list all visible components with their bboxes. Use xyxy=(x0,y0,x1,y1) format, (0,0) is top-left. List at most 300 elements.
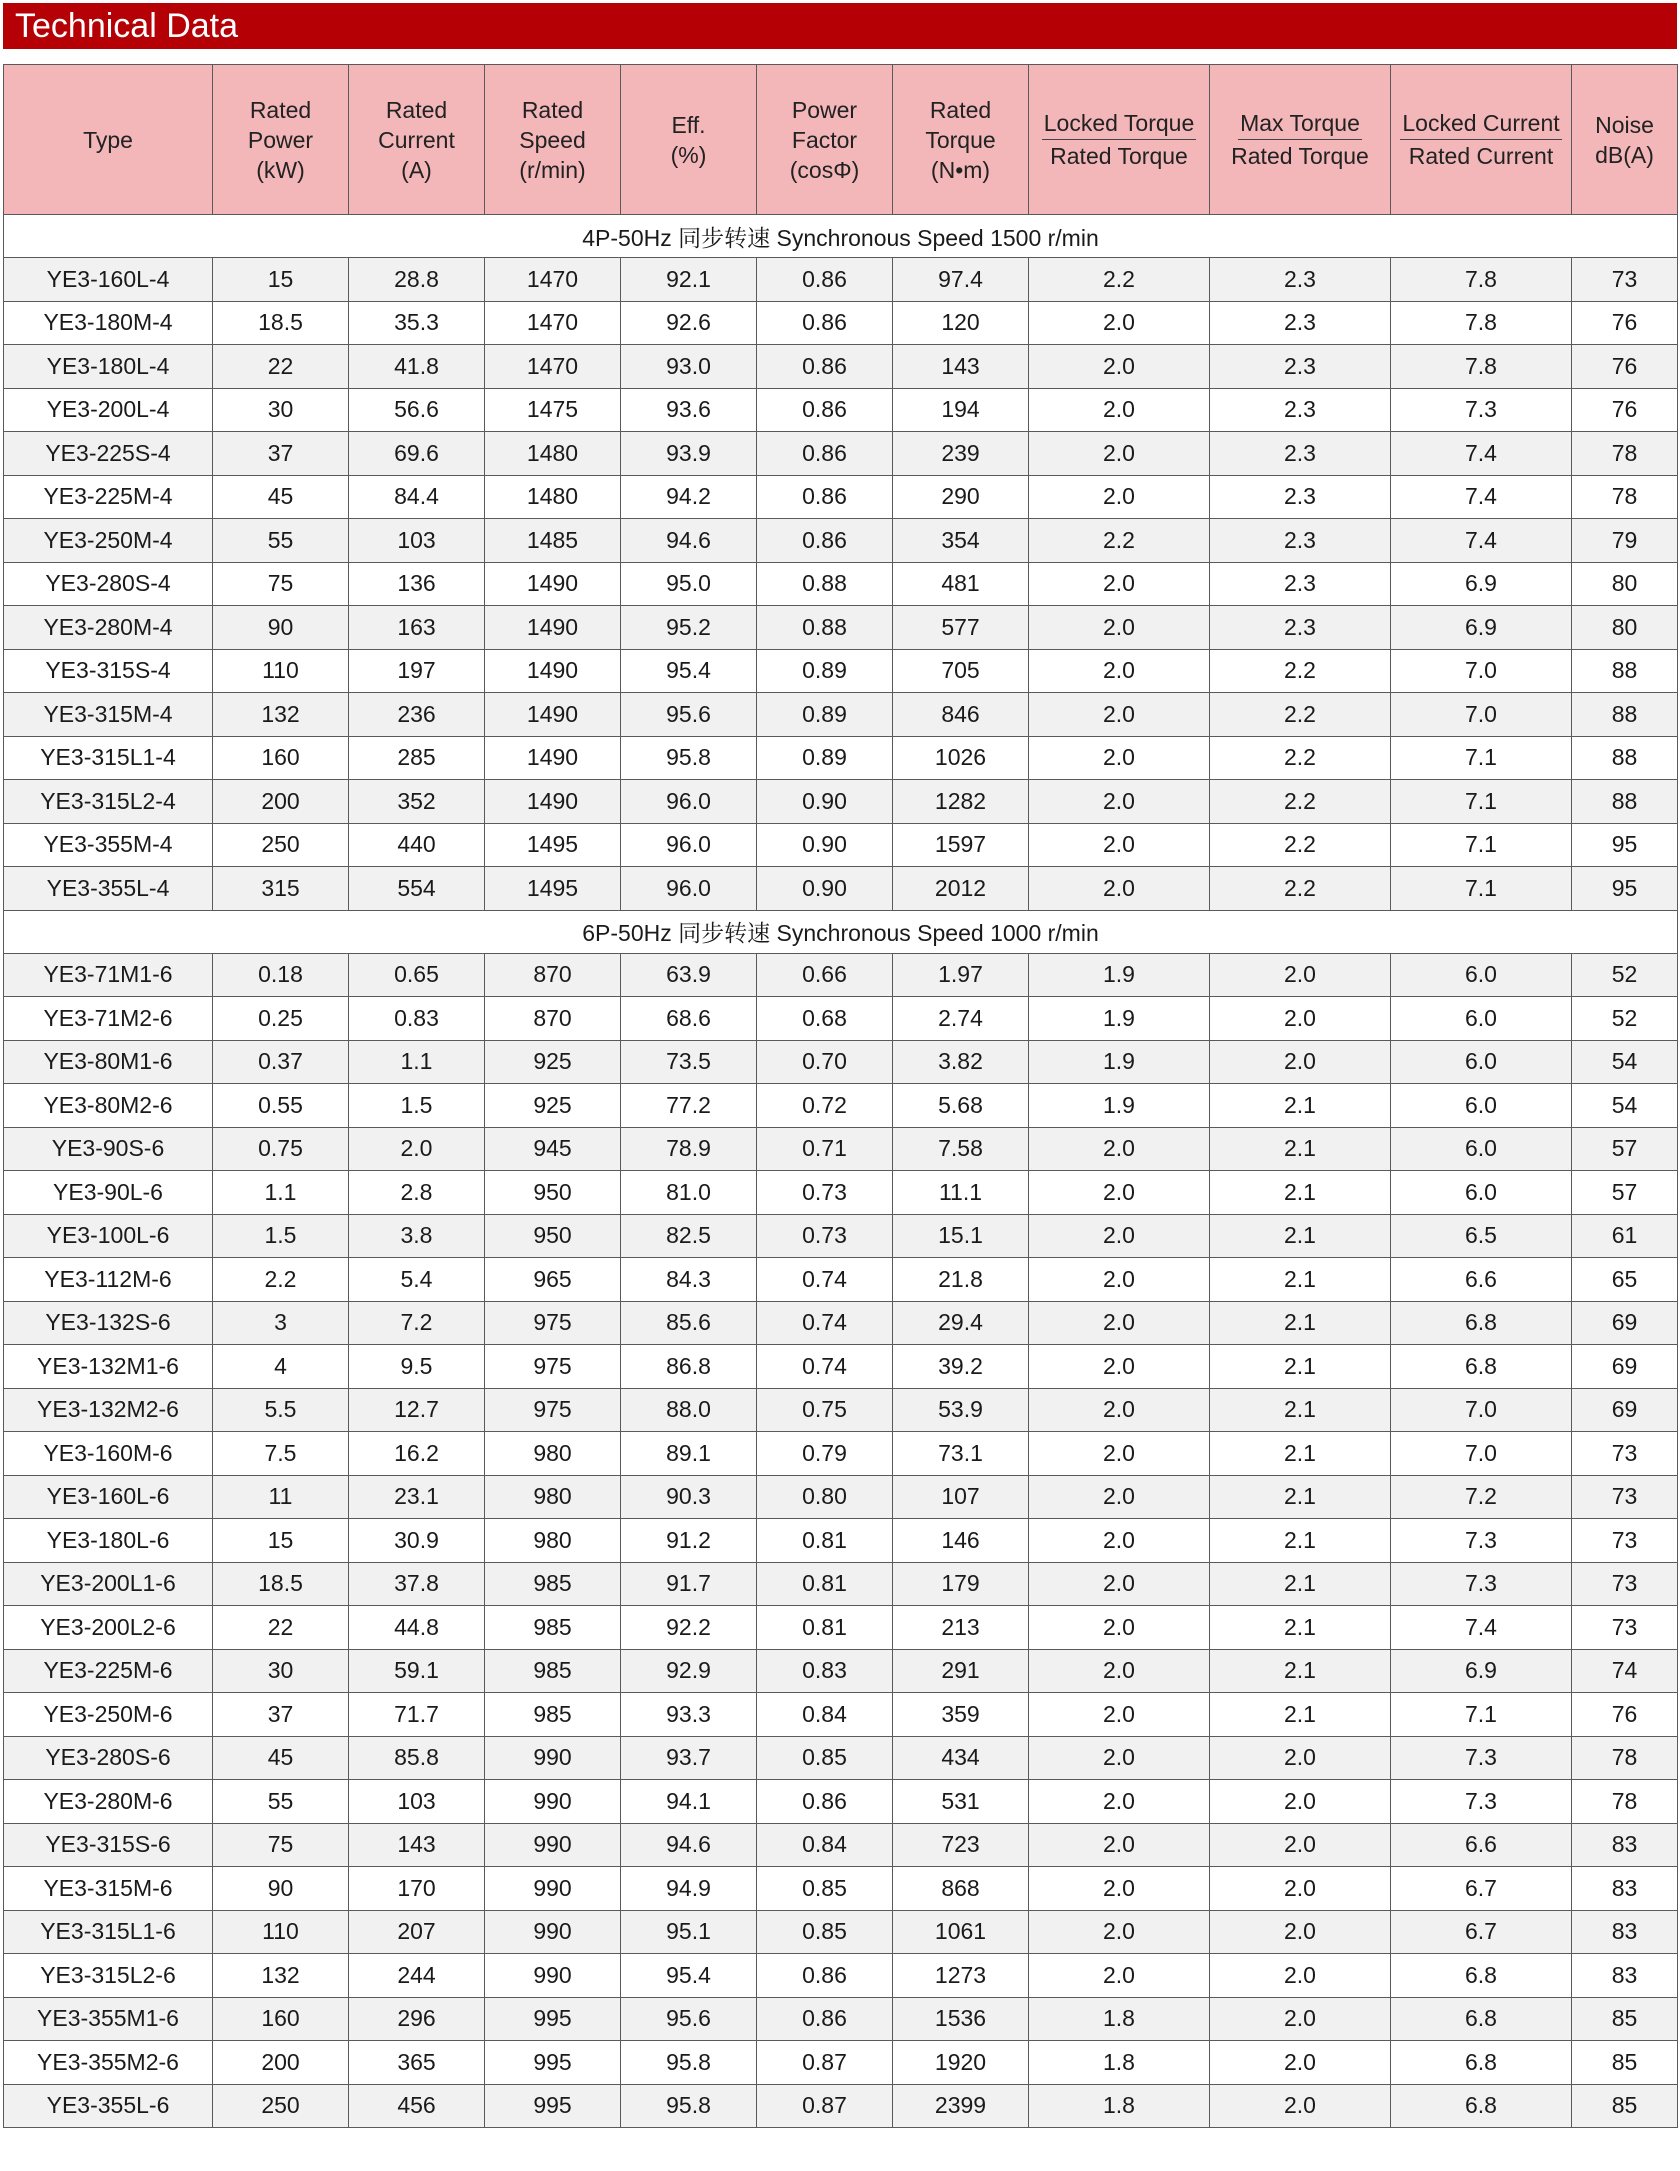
table-row xyxy=(4,388,1678,432)
value-cell: 12.7 xyxy=(349,1388,485,1432)
value-cell: 93.7 xyxy=(621,1736,757,1780)
value-cell: 2.3 xyxy=(1210,432,1391,476)
value-cell: 6.0 xyxy=(1391,997,1572,1041)
value-cell: 88 xyxy=(1572,693,1678,737)
value-cell: 1475 xyxy=(485,388,621,432)
table-row xyxy=(4,649,1678,693)
value-cell: 0.87 xyxy=(757,2084,893,2128)
value-cell: 0.74 xyxy=(757,1345,893,1389)
value-cell: 2.3 xyxy=(1210,388,1391,432)
value-cell: 6.6 xyxy=(1391,1258,1572,1302)
table-row xyxy=(4,562,1678,606)
value-cell: 250 xyxy=(213,2084,349,2128)
header-denominator: Rated Torque xyxy=(1231,143,1369,169)
value-cell: 0.86 xyxy=(757,1954,893,1998)
value-cell: 7.0 xyxy=(1391,1388,1572,1432)
type-cell: YE3-90S-6 xyxy=(4,1127,213,1171)
table-row xyxy=(4,1432,1678,1476)
value-cell: 3 xyxy=(213,1301,349,1345)
header-line: Noise xyxy=(1595,111,1654,138)
table-row xyxy=(4,1997,1678,2041)
value-cell: 92.9 xyxy=(621,1649,757,1693)
value-cell: 88 xyxy=(1572,649,1678,693)
value-cell: 6.5 xyxy=(1391,1214,1572,1258)
value-cell: 93.6 xyxy=(621,388,757,432)
value-cell: 7.0 xyxy=(1391,1432,1572,1476)
value-cell: 1.9 xyxy=(1029,997,1210,1041)
value-cell: 61 xyxy=(1572,1214,1678,1258)
value-cell: 950 xyxy=(485,1214,621,1258)
type-cell: YE3-71M1-6 xyxy=(4,953,213,997)
table-row xyxy=(4,780,1678,824)
table-row xyxy=(4,301,1678,345)
value-cell: 2.0 xyxy=(1029,562,1210,606)
value-cell: 2.0 xyxy=(1029,1693,1210,1737)
type-cell: YE3-180L-4 xyxy=(4,345,213,389)
value-cell: 37.8 xyxy=(349,1562,485,1606)
type-cell: YE3-225M-4 xyxy=(4,475,213,519)
value-cell: 2.0 xyxy=(1210,2041,1391,2085)
value-cell: 2.0 xyxy=(1029,345,1210,389)
table-row xyxy=(4,1910,1678,1954)
value-cell: 995 xyxy=(485,1997,621,2041)
value-cell: 37 xyxy=(213,432,349,476)
value-cell: 54 xyxy=(1572,1040,1678,1084)
value-cell: 554 xyxy=(349,867,485,911)
value-cell: 92.2 xyxy=(621,1606,757,1650)
value-cell: 2.1 xyxy=(1210,1693,1391,1737)
value-cell: 1597 xyxy=(893,823,1029,867)
type-cell: YE3-132S-6 xyxy=(4,1301,213,1345)
value-cell: 83 xyxy=(1572,1867,1678,1911)
value-cell: 975 xyxy=(485,1345,621,1389)
header-numerator: Locked Torque xyxy=(1042,108,1196,140)
value-cell: 7.1 xyxy=(1391,867,1572,911)
column-header xyxy=(213,65,349,215)
value-cell: 2.3 xyxy=(1210,562,1391,606)
value-cell: 6.6 xyxy=(1391,1823,1572,1867)
value-cell: 315 xyxy=(213,867,349,911)
value-cell: 990 xyxy=(485,1736,621,1780)
value-cell: 143 xyxy=(349,1823,485,1867)
value-cell: 0.84 xyxy=(757,1693,893,1737)
type-cell: YE3-355M1-6 xyxy=(4,1997,213,2041)
value-cell: 2.1 xyxy=(1210,1214,1391,1258)
value-cell: 2.0 xyxy=(1029,649,1210,693)
value-cell: 0.81 xyxy=(757,1606,893,1650)
table-row xyxy=(4,432,1678,476)
value-cell: 132 xyxy=(213,1954,349,1998)
value-cell: 2.0 xyxy=(1029,693,1210,737)
value-cell: 868 xyxy=(893,1867,1029,1911)
value-cell: 120 xyxy=(893,301,1029,345)
value-cell: 2.8 xyxy=(349,1171,485,1215)
value-cell: 2.0 xyxy=(1210,953,1391,997)
header-line: (cosΦ) xyxy=(789,156,860,183)
value-cell: 95.8 xyxy=(621,736,757,780)
table-row xyxy=(4,823,1678,867)
value-cell: 0.75 xyxy=(757,1388,893,1432)
value-cell: 2.3 xyxy=(1210,519,1391,563)
value-cell: 91.7 xyxy=(621,1562,757,1606)
value-cell: 45 xyxy=(213,1736,349,1780)
column-header xyxy=(621,65,757,215)
value-cell: 6.9 xyxy=(1391,606,1572,650)
value-cell: 95.6 xyxy=(621,1997,757,2041)
value-cell: 995 xyxy=(485,2041,621,2085)
value-cell: 7.8 xyxy=(1391,301,1572,345)
value-cell: 7.58 xyxy=(893,1127,1029,1171)
header-denominator: Rated Torque xyxy=(1050,143,1188,169)
value-cell: 92.1 xyxy=(621,258,757,302)
header-line: Factor xyxy=(791,126,858,153)
value-cell: 0.83 xyxy=(757,1649,893,1693)
table-row xyxy=(4,1258,1678,1302)
type-cell: YE3-355M-4 xyxy=(4,823,213,867)
type-cell: YE3-132M1-6 xyxy=(4,1345,213,1389)
value-cell: 2.1 xyxy=(1210,1606,1391,1650)
value-cell: 179 xyxy=(893,1562,1029,1606)
value-cell: 59.1 xyxy=(349,1649,485,1693)
value-cell: 2.0 xyxy=(1029,1910,1210,1954)
value-cell: 0.25 xyxy=(213,997,349,1041)
value-cell: 7.1 xyxy=(1391,1693,1572,1737)
value-cell: 107 xyxy=(893,1475,1029,1519)
type-cell: YE3-355L-6 xyxy=(4,2084,213,2128)
table-row xyxy=(4,1649,1678,1693)
value-cell: 2.3 xyxy=(1210,301,1391,345)
value-cell: 2.2 xyxy=(1029,519,1210,563)
value-cell: 55 xyxy=(213,1780,349,1824)
type-cell: YE3-250M-4 xyxy=(4,519,213,563)
value-cell: 0.83 xyxy=(349,997,485,1041)
value-cell: 950 xyxy=(485,1171,621,1215)
value-cell: 0.90 xyxy=(757,867,893,911)
value-cell: 6.8 xyxy=(1391,1997,1572,2041)
column-header xyxy=(4,65,213,215)
value-cell: 84.3 xyxy=(621,1258,757,1302)
value-cell: 0.74 xyxy=(757,1301,893,1345)
value-cell: 2.0 xyxy=(1029,1519,1210,1563)
table-row xyxy=(4,1345,1678,1389)
value-cell: 7.8 xyxy=(1391,345,1572,389)
type-cell: YE3-315M-4 xyxy=(4,693,213,737)
value-cell: 0.68 xyxy=(757,997,893,1041)
value-cell: 1.9 xyxy=(1029,1040,1210,1084)
header-line: Power xyxy=(247,126,314,153)
value-cell: 93.3 xyxy=(621,1693,757,1737)
value-cell: 945 xyxy=(485,1127,621,1171)
value-cell: 110 xyxy=(213,649,349,693)
section-row xyxy=(4,910,1678,953)
value-cell: 78.9 xyxy=(621,1127,757,1171)
value-cell: 52 xyxy=(1572,953,1678,997)
value-cell: 95.8 xyxy=(621,2041,757,2085)
value-cell: 285 xyxy=(349,736,485,780)
value-cell: 37 xyxy=(213,1693,349,1737)
value-cell: 2.0 xyxy=(1029,301,1210,345)
value-cell: 28.8 xyxy=(349,258,485,302)
value-cell: 0.79 xyxy=(757,1432,893,1476)
header-line: (N•m) xyxy=(930,156,991,183)
value-cell: 88.0 xyxy=(621,1388,757,1432)
value-cell: 95.6 xyxy=(621,693,757,737)
value-cell: 1.1 xyxy=(349,1040,485,1084)
type-cell: YE3-180L-6 xyxy=(4,1519,213,1563)
value-cell: 0.37 xyxy=(213,1040,349,1084)
value-cell: 30 xyxy=(213,1649,349,1693)
value-cell: 7.3 xyxy=(1391,388,1572,432)
table-row xyxy=(4,1780,1678,1824)
value-cell: 990 xyxy=(485,1823,621,1867)
value-cell: 7.0 xyxy=(1391,693,1572,737)
value-cell: 78 xyxy=(1572,432,1678,476)
technical-data-table xyxy=(3,64,1678,2128)
value-cell: 83 xyxy=(1572,1823,1678,1867)
value-cell: 95.2 xyxy=(621,606,757,650)
value-cell: 236 xyxy=(349,693,485,737)
header-line: (r/min) xyxy=(519,156,586,183)
table-row xyxy=(4,1388,1678,1432)
column-header xyxy=(893,65,1029,215)
value-cell: 2.0 xyxy=(1210,1780,1391,1824)
table-row xyxy=(4,1519,1678,1563)
type-cell: YE3-200L2-6 xyxy=(4,1606,213,1650)
value-cell: 975 xyxy=(485,1301,621,1345)
value-cell: 2.2 xyxy=(1029,258,1210,302)
value-cell: 1485 xyxy=(485,519,621,563)
value-cell: 2.2 xyxy=(1210,649,1391,693)
value-cell: 6.0 xyxy=(1391,1171,1572,1215)
value-cell: 5.4 xyxy=(349,1258,485,1302)
value-cell: 94.6 xyxy=(621,519,757,563)
type-cell: YE3-200L-4 xyxy=(4,388,213,432)
table-body xyxy=(4,215,1678,2128)
value-cell: 2.0 xyxy=(1210,1736,1391,1780)
column-header xyxy=(485,65,621,215)
value-cell: 2.1 xyxy=(1210,1127,1391,1171)
value-cell: 0.72 xyxy=(757,1084,893,1128)
value-cell: 2.2 xyxy=(1210,823,1391,867)
value-cell: 76 xyxy=(1572,301,1678,345)
value-cell: 7.4 xyxy=(1391,1606,1572,1650)
value-cell: 6.0 xyxy=(1391,1084,1572,1128)
value-cell: 35.3 xyxy=(349,301,485,345)
value-cell: 0.85 xyxy=(757,1736,893,1780)
value-cell: 990 xyxy=(485,1780,621,1824)
value-cell: 7.1 xyxy=(1391,780,1572,824)
value-cell: 78 xyxy=(1572,1780,1678,1824)
section-label: 6P-50Hz 同步转速 Synchronous Speed 1000 r/min xyxy=(4,910,1678,953)
value-cell: 985 xyxy=(485,1649,621,1693)
value-cell: 1.1 xyxy=(213,1171,349,1215)
value-cell: 2.0 xyxy=(1029,736,1210,780)
value-cell: 0.86 xyxy=(757,388,893,432)
type-cell: YE3-315L1-6 xyxy=(4,1910,213,1954)
table-row xyxy=(4,2084,1678,2128)
value-cell: 73 xyxy=(1572,1519,1678,1563)
value-cell: 2.1 xyxy=(1210,1432,1391,1476)
value-cell: 88 xyxy=(1572,736,1678,780)
type-cell: YE3-90L-6 xyxy=(4,1171,213,1215)
value-cell: 110 xyxy=(213,1910,349,1954)
value-cell: 21.8 xyxy=(893,1258,1029,1302)
value-cell: 170 xyxy=(349,1867,485,1911)
value-cell: 92.6 xyxy=(621,301,757,345)
value-cell: 6.8 xyxy=(1391,1954,1572,1998)
value-cell: 79 xyxy=(1572,519,1678,563)
value-cell: 0.70 xyxy=(757,1040,893,1084)
value-cell: 0.86 xyxy=(757,475,893,519)
value-cell: 69.6 xyxy=(349,432,485,476)
value-cell: 1282 xyxy=(893,780,1029,824)
value-cell: 91.2 xyxy=(621,1519,757,1563)
value-cell: 0.89 xyxy=(757,693,893,737)
value-cell: 7.3 xyxy=(1391,1562,1572,1606)
value-cell: 0.55 xyxy=(213,1084,349,1128)
value-cell: 90 xyxy=(213,1867,349,1911)
value-cell: 7.8 xyxy=(1391,258,1572,302)
value-cell: 1480 xyxy=(485,432,621,476)
value-cell: 2.0 xyxy=(1029,1649,1210,1693)
value-cell: 7.4 xyxy=(1391,432,1572,476)
value-cell: 2399 xyxy=(893,2084,1029,2128)
type-cell: YE3-225M-6 xyxy=(4,1649,213,1693)
table-row xyxy=(4,1823,1678,1867)
value-cell: 56.6 xyxy=(349,388,485,432)
value-cell: 0.86 xyxy=(757,432,893,476)
value-cell: 160 xyxy=(213,736,349,780)
value-cell: 7.0 xyxy=(1391,649,1572,693)
value-cell: 15 xyxy=(213,258,349,302)
value-cell: 365 xyxy=(349,2041,485,2085)
value-cell: 95 xyxy=(1572,823,1678,867)
value-cell: 1490 xyxy=(485,693,621,737)
type-cell: YE3-315S-4 xyxy=(4,649,213,693)
value-cell: 73.5 xyxy=(621,1040,757,1084)
type-cell: YE3-315L2-4 xyxy=(4,780,213,824)
value-cell: 75 xyxy=(213,562,349,606)
value-cell: 925 xyxy=(485,1040,621,1084)
value-cell: 3.82 xyxy=(893,1040,1029,1084)
value-cell: 2.2 xyxy=(1210,693,1391,737)
type-cell: YE3-132M2-6 xyxy=(4,1388,213,1432)
value-cell: 1.9 xyxy=(1029,953,1210,997)
value-cell: 81.0 xyxy=(621,1171,757,1215)
type-cell: YE3-160L-6 xyxy=(4,1475,213,1519)
value-cell: 73 xyxy=(1572,1475,1678,1519)
value-cell: 2.0 xyxy=(1210,997,1391,1041)
value-cell: 7.4 xyxy=(1391,519,1572,563)
value-cell: 103 xyxy=(349,519,485,563)
value-cell: 197 xyxy=(349,649,485,693)
value-cell: 0.18 xyxy=(213,953,349,997)
value-cell: 0.84 xyxy=(757,1823,893,1867)
type-cell: YE3-225S-4 xyxy=(4,432,213,476)
value-cell: 2.0 xyxy=(1029,1954,1210,1998)
value-cell: 94.9 xyxy=(621,1867,757,1911)
value-cell: 2.0 xyxy=(1029,1345,1210,1389)
value-cell: 69 xyxy=(1572,1388,1678,1432)
column-header xyxy=(1391,65,1572,215)
value-cell: 1490 xyxy=(485,649,621,693)
value-cell: 0.86 xyxy=(757,519,893,563)
value-cell: 2.0 xyxy=(349,1127,485,1171)
value-cell: 4 xyxy=(213,1345,349,1389)
value-cell: 73 xyxy=(1572,1562,1678,1606)
value-cell: 2.1 xyxy=(1210,1345,1391,1389)
value-cell: 1470 xyxy=(485,345,621,389)
value-cell: 291 xyxy=(893,1649,1029,1693)
type-cell: YE3-280S-6 xyxy=(4,1736,213,1780)
table-row xyxy=(4,1562,1678,1606)
value-cell: 160 xyxy=(213,1997,349,2041)
value-cell: 2012 xyxy=(893,867,1029,911)
value-cell: 73 xyxy=(1572,1432,1678,1476)
value-cell: 76 xyxy=(1572,1693,1678,1737)
value-cell: 980 xyxy=(485,1432,621,1476)
value-cell: 95.0 xyxy=(621,562,757,606)
value-cell: 2.0 xyxy=(1029,1127,1210,1171)
type-cell: YE3-250M-6 xyxy=(4,1693,213,1737)
value-cell: 985 xyxy=(485,1693,621,1737)
table-row xyxy=(4,997,1678,1041)
value-cell: 18.5 xyxy=(213,301,349,345)
value-cell: 0.86 xyxy=(757,1997,893,2041)
value-cell: 1.8 xyxy=(1029,2041,1210,2085)
value-cell: 2.1 xyxy=(1210,1649,1391,1693)
table-row xyxy=(4,1214,1678,1258)
value-cell: 5.5 xyxy=(213,1388,349,1432)
value-cell: 1061 xyxy=(893,1910,1029,1954)
value-cell: 194 xyxy=(893,388,1029,432)
value-cell: 2.0 xyxy=(1029,1780,1210,1824)
value-cell: 870 xyxy=(485,953,621,997)
value-cell: 980 xyxy=(485,1519,621,1563)
value-cell: 54 xyxy=(1572,1084,1678,1128)
value-cell: 2.3 xyxy=(1210,475,1391,519)
value-cell: 7.4 xyxy=(1391,475,1572,519)
table-row xyxy=(4,345,1678,389)
type-cell: YE3-80M1-6 xyxy=(4,1040,213,1084)
value-cell: 89.1 xyxy=(621,1432,757,1476)
value-cell: 0.65 xyxy=(349,953,485,997)
value-cell: 1536 xyxy=(893,1997,1029,2041)
value-cell: 2.0 xyxy=(1029,1562,1210,1606)
value-cell: 76 xyxy=(1572,388,1678,432)
table-row xyxy=(4,606,1678,650)
value-cell: 143 xyxy=(893,345,1029,389)
value-cell: 207 xyxy=(349,1910,485,1954)
value-cell: 0.85 xyxy=(757,1910,893,1954)
value-cell: 18.5 xyxy=(213,1562,349,1606)
value-cell: 83 xyxy=(1572,1954,1678,1998)
value-cell: 78 xyxy=(1572,1736,1678,1780)
value-cell: 2.0 xyxy=(1029,823,1210,867)
value-cell: 7.2 xyxy=(1391,1475,1572,1519)
value-cell: 85.8 xyxy=(349,1736,485,1780)
value-cell: 85.6 xyxy=(621,1301,757,1345)
value-cell: 975 xyxy=(485,1388,621,1432)
table-row xyxy=(4,1040,1678,1084)
value-cell: 75 xyxy=(213,1823,349,1867)
value-cell: 0.81 xyxy=(757,1519,893,1563)
value-cell: 6.0 xyxy=(1391,953,1572,997)
value-cell: 136 xyxy=(349,562,485,606)
table-row xyxy=(4,1736,1678,1780)
value-cell: 965 xyxy=(485,1258,621,1302)
value-cell: 22 xyxy=(213,1606,349,1650)
